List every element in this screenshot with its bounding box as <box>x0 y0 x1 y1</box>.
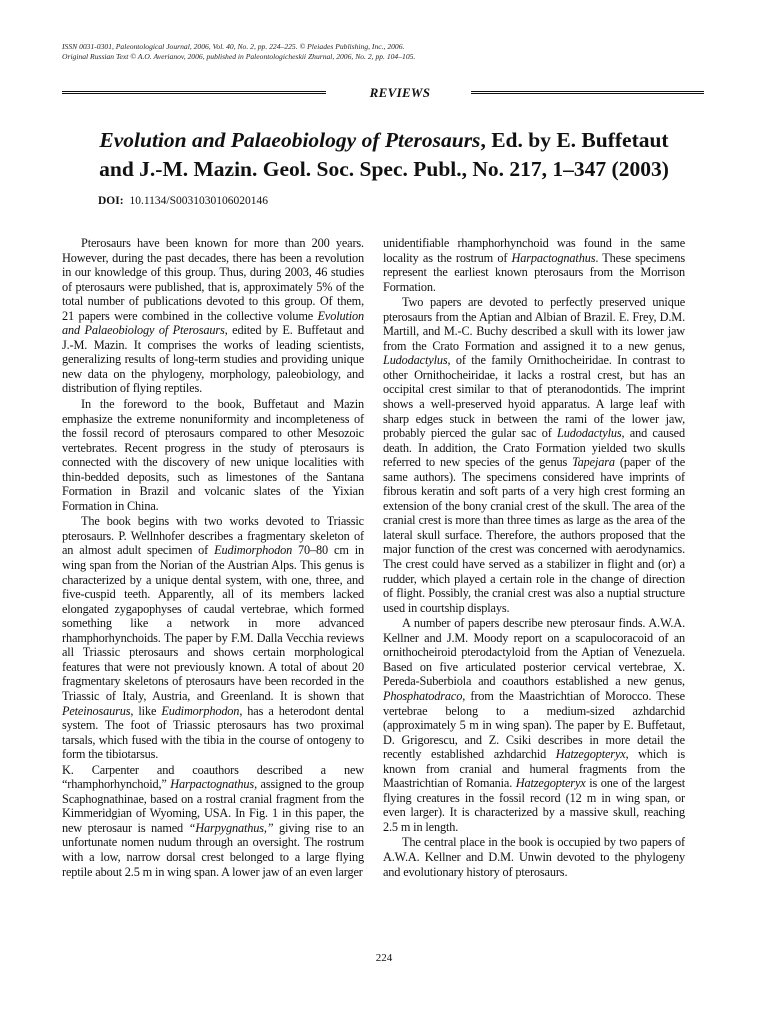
doi-label: DOI: <box>98 195 124 207</box>
section-rule-left <box>62 91 326 94</box>
citation-line-1: ISSN 0031-0301, Paleontological Journal, 2006, Vol. 40, No. 2, pp. 224–225. © Pleiades Publishing, Inc., 2006. <box>62 42 405 51</box>
doi <box>98 195 268 207</box>
title-line-2: and J.-M. Mazin. Geol. Soc. Spec. Publ., No. 217, 1–347 (2003) <box>99 157 669 181</box>
paragraph: The book begins with two works devoted to Triassic pterosaurs. P. Wellnhofer describes a fragmentary skeleton of an almost adult specimen of Eudimorphodon 70–80 cm in wing span from the Norian of the Austrian Alps. This genus is characterized by a unique dental system, with one, three, and five-cuspid teeth. Apparently, all of its members lacked elongated zygapophyses of caudal vertebrae, which formed something like a network in more advanced rhamphorhynchoids. The paper by F.M. Dalla Vecchia reviews all Triassic pterosaurs and shows certain morphological features that were not previously known. A total of about 20 fragmentary skeletons of pterosaurs have been recorded in the Triassic of Italy, Austria, and Greenland. It is shown that Peteinosaurus, like Eudimorphodon, has a heterodont dental system. The foot of Triassic pterosaurs has two proximal tarsals, which fused with the tibia in the course of ontogeny to form the tibiotarsus. <box>62 514 364 762</box>
article-title <box>62 126 706 184</box>
section-label: REVIEWS <box>369 85 431 100</box>
paragraph: The central place in the book is occupied by two papers of A.W.A. Kellner and D.M. Unwin devoted to the phylogeny and evolutionary history of pterosaurs. <box>383 835 685 879</box>
paragraph: In the foreword to the book, Buffetaut and Mazin emphasize the extreme nonuniformity and incompleteness of the fossil record of pterosaurs compared to other Mesozoic vertebrates. Recent progress in the study of pterosaurs is connected with the discovery of new unique localities with thin-bedded deposits, such as limestones of the Santana Formation in Brazil and volcanic slates of the Yixian Formation in China. <box>62 397 364 513</box>
page-number: 224 <box>375 952 393 964</box>
journal-citation-header <box>62 42 702 62</box>
section-rule-right <box>471 91 704 94</box>
citation-line-2: Original Russian Text © A.O. Averianov, 2006, published in Paleontologicheskii Zhurnal, 2006, No. 2, pp. 104–105. <box>62 52 416 61</box>
paragraph: A number of papers describe new pterosaur finds. A.W.A. Kellner and J.M. Moody report on a scapulocoracoid of an ornithocheiroid pterodactyloid from the Aptian of Venezuela. Based on five articulated posterior cervical vertebrae, X. Pereda-Suberbiola and coauthors established a new genus, Phosphatodraco, from the Maastrichtian of Morocco. These vertebrae belong to a medium-sized azhdarchid (approximately 5 m in wing span). The paper by E. Buffetaut, D. Grigorescu, and Z. Csiki describes in more detail the recently established azhdarchid Hatzegopteryx, which is known from cranial and humeral fragments from the Maastrichtian of Romania. Hatzegopteryx is one of the largest flying creatures in the fossil record (12 m in wing span, or even larger). It is characterized by a massive skull, reaching 2.5 m in length. <box>383 616 685 834</box>
section-heading <box>62 86 704 102</box>
paragraph: Pterosaurs have been known for more than 200 years. However, during the past decades, there has been a revolution in our knowledge of this group. Thus, during 2003, 46 studies of pterosaurs were published, that is, approximately 5% of the total number of publications devoted to this group. Of them, 21 papers were combined in the collective volume Evolution and Palaeobiology of Pterosaurs, edited by E. Buffetaut and J.-M. Mazin. It comprises the works of leading scientists, generalizing results of long-term studies and providing unique new data on the phylogeny, morphology, paleobiology, and distribution of flying reptiles. <box>62 236 364 396</box>
title-editors: , Ed. by E. Buffetaut <box>480 128 669 152</box>
paragraph: unidentifiable rhamphorhynchoid was found in the same locality as the rostrum of Harpactognathus. These specimens represent the earliest known pterosaurs from the Morrison Formation. <box>383 236 685 294</box>
doi-value: 10.1134/S0031030106020146 <box>129 195 268 207</box>
paragraph: K. Carpenter and coauthors described a new “rhamphorhynchoid,” Harpactognathus, assigned to the group Scaphognathinae, based on a rostral cranial fragment from the Kimmeridgian of Wyoming, USA. In Fig. 1 in this paper, the new pterosaur is named “Harpygnathus,” giving rise to an unfortunate nomen nudum through an oversight. The rostrum with a low, narrow dorsal crest belonged to a large flying reptile about 2.5 m in wing span. A lower jaw of an even larger <box>62 762 364 879</box>
right-column <box>383 236 685 880</box>
paragraph: Two papers are devoted to perfectly preserved unique pterosaurs from the Aptian and Albian of Brazil. E. Frey, D.M. Martill, and M.-C. Buchy described a skull with its lower jaw from the Crato Formation and assigned it to a new genus, Ludodactylus, of the family Ornithocheiridae. In contrast to other Ornithocheiridae, it lacks a rostral crest, but has an occipital crest similar to that of pteranodontids. The imprint shows a well-preserved hyoid apparatus. A large leaf with sharp edges stuck in between the rami of the lower jaw, probably pierced the gular sac of Ludodactylus, and caused death. In addition, the Crato Formation yielded two skulls referred to new species of the genus Tapejara (paper of the same authors). The specimens considered have imprints of fibrous keratin and soft parts of a very high crest forming an extension of the bony cranial crest of the skull. The area of the cranial crest is more than three times as large as the area of the lateral skull surface. Therefore, the authors proposed that the major function of the crest was concerned with aerodynamics. The crest could have served as a stabilizer in flight and (or) a rudder, which played a certain role in the change of direction of flight. Possibly, the cranial crest was also a nuptial structure used in courtship displays. <box>383 295 685 615</box>
left-column <box>62 236 364 880</box>
title-line-1 <box>62 126 706 155</box>
book-title: Evolution and Palaeobiology of Pterosaurs <box>99 128 481 152</box>
